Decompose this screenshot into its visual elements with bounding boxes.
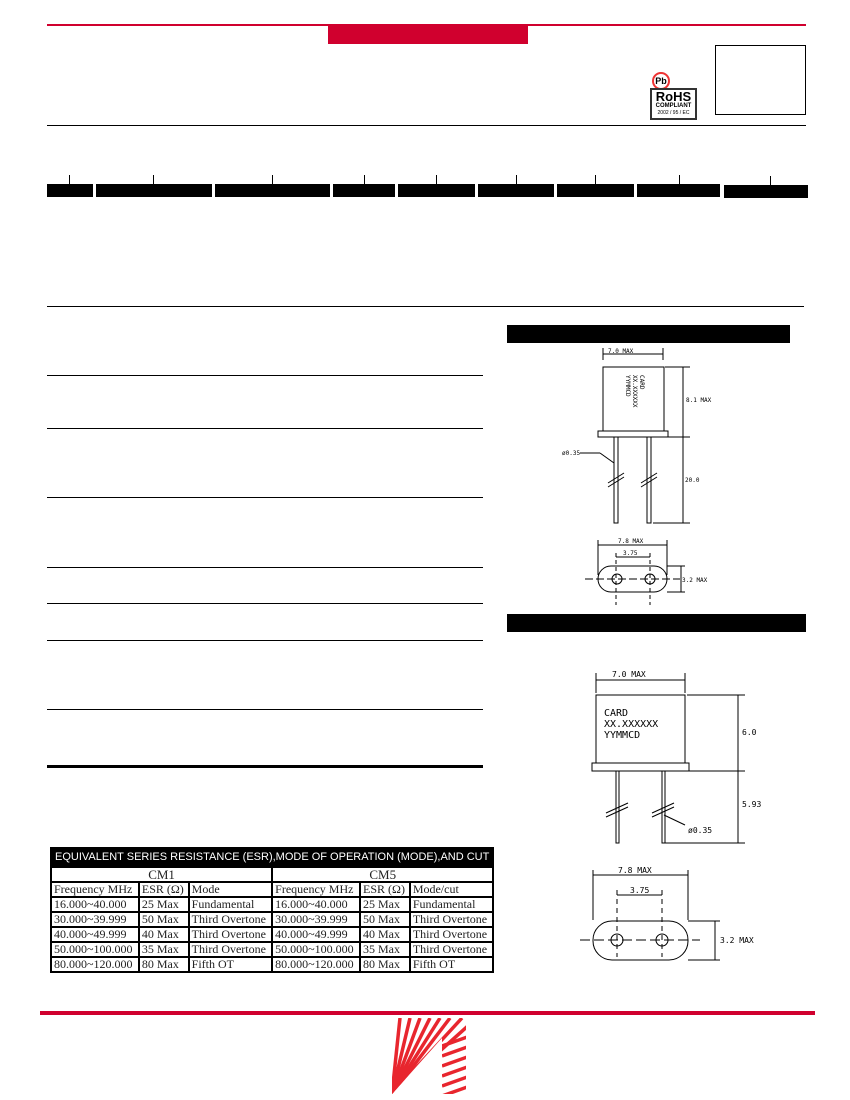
divider — [47, 306, 804, 307]
rohs-subtitle: COMPLIANT — [655, 103, 692, 109]
table-cell: Third Overtone — [411, 928, 493, 941]
table-cell: Third Overtone — [411, 943, 493, 956]
title-banner — [328, 26, 528, 44]
dim-base-depth: 3.2 MAX — [720, 936, 754, 945]
table-cell: 80.000~120.000 — [52, 958, 138, 971]
table-cell: 80.000~120.000 — [273, 958, 359, 971]
table-cell: 50.000~100.000 — [273, 943, 359, 956]
rohs-directive: 2002 / 95 / EC — [657, 110, 690, 116]
table-cell: 30.000~39.999 — [273, 913, 359, 926]
table-cell: Third Overtone — [190, 928, 272, 941]
column-header: Frequency MHz — [52, 883, 138, 896]
dim-width: 7.0 MAX — [608, 348, 634, 355]
column-header: Frequency MHz — [273, 883, 359, 896]
group-cm5: CM5 — [273, 868, 492, 881]
table-cell: 80 Max — [361, 958, 409, 971]
table-cell: 40 Max — [140, 928, 188, 941]
pb-free-icon: Pb — [652, 72, 670, 90]
rohs-badge — [650, 88, 697, 120]
marking-line: YYMMCD — [624, 375, 631, 397]
table-row — [52, 913, 492, 926]
drawing-cm5 — [560, 665, 800, 965]
table-cell: 16.000~40.000 — [273, 898, 359, 911]
table-cell: 16.000~40.000 — [52, 898, 138, 911]
group-cm1: CM1 — [52, 868, 271, 881]
rohs-title: RoHS — [655, 89, 692, 104]
table-cell: Fundamental — [411, 898, 493, 911]
dim-pitch: 3.75 — [630, 886, 650, 895]
dim-height: 6.0 — [742, 728, 757, 737]
table-row — [52, 928, 492, 941]
marking-line: XX.XXXXXX — [631, 375, 638, 408]
table-cell: Third Overtone — [190, 913, 272, 926]
table-cell: 35 Max — [140, 943, 188, 956]
part-image-box — [715, 45, 806, 115]
table-cell: 50 Max — [140, 913, 188, 926]
table-cell: 50.000~100.000 — [52, 943, 138, 956]
dim-lead-len: 20.0 — [685, 477, 700, 484]
drawing1-header — [507, 325, 790, 343]
drawing-cm1 — [500, 345, 810, 610]
dim-base-width: 7.8 MAX — [618, 866, 652, 875]
marking-line: CARD — [604, 708, 629, 719]
table-header-row — [52, 883, 492, 896]
marking-line: CARD — [638, 375, 645, 390]
table-cell: 40.000~49.999 — [273, 928, 359, 941]
dim-width: 7.0 MAX — [612, 670, 646, 679]
dim-lead-dia: ø0.35 — [562, 450, 581, 457]
table-cell: Fifth OT — [411, 958, 493, 971]
column-header: Mode — [190, 883, 272, 896]
table-row — [52, 958, 492, 971]
table-cell: 25 Max — [361, 898, 409, 911]
table-cell: Third Overtone — [411, 913, 493, 926]
marking-line: XX.XXXXXX — [604, 719, 659, 730]
dim-height: 8.1 MAX — [686, 397, 712, 404]
table-cell: 40.000~49.999 — [52, 928, 138, 941]
dim-base-width: 7.8 MAX — [618, 538, 644, 545]
table-cell: 30.000~39.999 — [52, 913, 138, 926]
table-cell: 35 Max — [361, 943, 409, 956]
dim-lead-dia: ø0.35 — [688, 826, 713, 835]
footer-red-rule — [40, 1011, 815, 1015]
table-cell: 25 Max — [140, 898, 188, 911]
table-cell: 40 Max — [361, 928, 409, 941]
table-row — [52, 898, 492, 911]
dim-lead-len: 5.93 — [742, 800, 762, 809]
column-header: ESR (Ω) — [140, 883, 188, 896]
table-cell: Fundamental — [190, 898, 272, 911]
column-header: ESR (Ω) — [361, 883, 409, 896]
table-cell: 50 Max — [361, 913, 409, 926]
company-logo — [390, 1018, 470, 1098]
table-row — [52, 943, 492, 956]
table-cell: 80 Max — [140, 958, 188, 971]
dim-base-depth: 3.2 MAX — [682, 577, 708, 584]
marking-line: YYMMCD — [604, 730, 641, 741]
divider — [47, 125, 806, 126]
table-title: EQUIVALENT SERIES RESISTANCE (ESR),MODE OF OPERATION (MODE),AND CUT — [52, 849, 492, 866]
esr-table — [50, 847, 494, 973]
column-header: Mode/cut — [411, 883, 493, 896]
dim-pitch: 3.75 — [623, 550, 638, 557]
table-cell: Third Overtone — [190, 943, 272, 956]
table-cell: Fifth OT — [190, 958, 272, 971]
drawing2-header — [507, 614, 806, 632]
